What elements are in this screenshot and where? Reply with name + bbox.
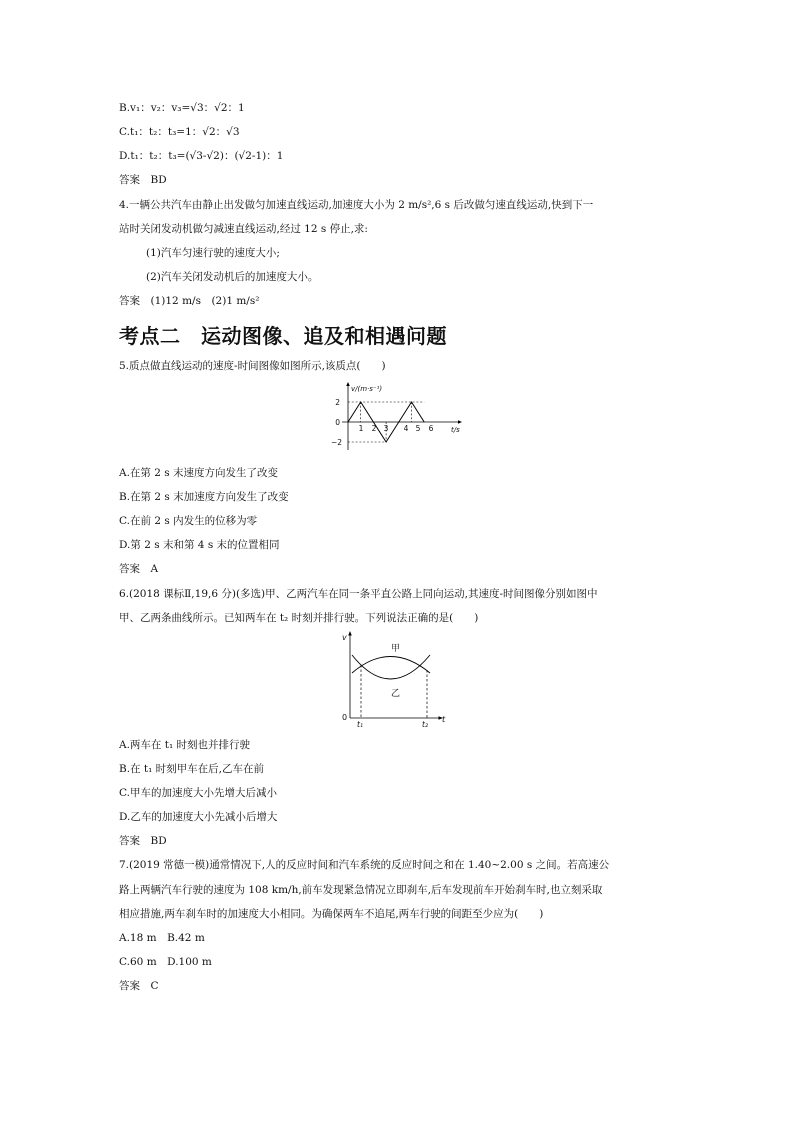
question-6-option-c: C.甲车的加速度大小先增大后减小 [119,787,277,799]
answer-4: 答案 (1)12 m/s (2)1 m/s² [119,295,260,307]
two-car-velocity-graph [335,628,450,728]
x-tick-label: 4 [403,424,409,433]
v-axis-label: v [342,633,347,642]
y-axis-label: v/(m·s⁻¹) [351,385,383,393]
question-4-part-1: (1)汽车匀速行驶的速度大小; [146,247,280,259]
question-4-part-2: (2)汽车关闭发动机后的加速度大小。 [146,271,319,283]
t-axis-label: t [442,715,446,724]
y-tick-label: −2 [330,438,342,447]
x-tick-label: 6 [428,424,434,433]
question-7-line-3: 相应措施,两车刹车时的加速度大小相同。为确保两车不追尾,两车行驶的间距至少应为( ) [119,908,544,920]
question-4-line-1: 4.一辆公共汽车由静止出发做匀加速直线运动,加速度大小为 2 m/s²,6 s 后改做匀速直线运动,快到下一 [119,199,594,211]
x-tick-label: 2 [371,424,377,433]
curve-jia [352,657,430,674]
y-axis-arrow [346,382,350,386]
answer-3: 答案 BD [119,174,167,186]
question-4-line-2: 站时关闭发动机做匀减速直线运动,经过 12 s 停止,求: [119,223,368,235]
question-6-option-a: A.两车在 t₁ 时刻也并排行驶 [119,739,251,751]
velocity-time-graph [330,380,480,455]
label-jia: 甲 [391,644,401,654]
question-6-option-d: D.乙车的加速度大小先减小后增大 [119,811,278,823]
answer-7: 答案 C [119,980,159,992]
question-5-option-c: C.在前 2 s 内发生的位移为零 [119,515,258,527]
v-axis-arrow [348,631,352,636]
answer-5: 答案 A [119,563,159,575]
question-5-option-a: A.在第 2 s 末速度方向发生了改变 [119,467,279,479]
option-d-line: D.t₁：t₂：t₃=(√3-√2)：(√2-1)：1 [119,150,284,162]
answer-6: 答案 BD [119,835,167,847]
section-heading: 考点二 运动图像、追及和相遇问题 [119,324,447,348]
label-yi: 乙 [391,689,401,699]
curve-yi [352,655,430,679]
question-7-line-2: 路上两辆汽车行驶的速度为 108 km/h,前车发现紧急情况立即刹车,后车发现前车开始刹车时,也立刻采取 [119,884,603,896]
x-tick-label: 5 [415,424,421,433]
question-7-options-ab: A.18 m B.42 m [119,932,205,944]
y-tick-label: 2 [335,398,340,407]
question-6-option-b: B.在 t₁ 时刻甲车在后,乙车在前 [119,763,264,775]
x-axis-arrow [458,420,462,424]
t1-label: t₁ [357,720,363,728]
y-tick-label: 0 [335,418,340,427]
origin-label: 0 [342,713,348,722]
question-6-line-2: 甲、乙两条曲线所示。已知两车在 t₂ 时刻并排行驶。下列说法正确的是( ) [119,612,479,624]
question-6-line-1: 6.(2018 课标Ⅱ,19,6 分)(多选)甲、乙两汽车在同一条平直公路上同向运动,其速度-时间图像分别如图中 [119,588,598,600]
x-tick-label: 3 [383,424,389,433]
question-5: 5.质点做直线运动的速度-时间图像如图所示,该质点( ) [119,360,386,372]
question-5-option-b: B.在第 2 s 末加速度方向发生了改变 [119,491,289,503]
x-axis-label: t/s [451,426,460,434]
question-7-options-cd: C.60 m D.100 m [119,956,212,968]
option-c-line: C.t₁：t₂：t₃=1：√2：√3 [119,126,240,138]
question-5-option-d: D.第 2 s 末和第 4 s 末的位置相同 [119,539,280,551]
option-b-line: B.v₁：v₂：v₃=√3：√2：1 [119,102,245,114]
x-tick-label: 1 [358,424,364,433]
question-7-line-1: 7.(2019 常德一模)通常情况下,人的反应时间和汽车系统的反应时间之和在 1.40~2.00 s 之间。若高速公 [119,859,610,871]
t2-label: t₂ [422,720,428,728]
